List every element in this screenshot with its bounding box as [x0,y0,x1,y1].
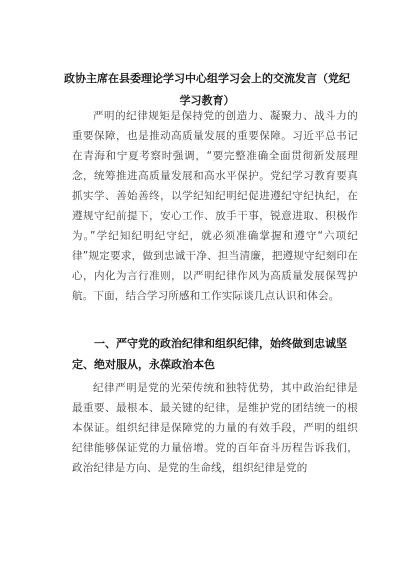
document-title: 政协主席在县委理论学习中心组学习会上的交流发言（党纪学习教育） [64,72,350,107]
body-paragraph-section-1: 纪律严明是党的光荣传统和独特优势，其中政治纪律是最重要、最根本、最关键的纪律，是维护党的团结统一的根本保证。组织纪律是保障党的力量的有效手段，严明的组织纪律能够保证党的力量倍增。党的百年奋斗历程告诉我们，政治纪律是方向、是党的生命线，组织纪律是党的 [72,382,358,474]
body-paragraph-intro: 严明的纪律规矩是保持党的创造力、凝聚力、战斗力的重要保障，也是推动高质量发展的重要保障。习近平总书记在青海和宁夏考察时强调，“要完整准确全面贯彻新发展理念，统筹推进高质量发展和高水平保护。党纪学习教育要真抓实学、善始善终，以学纪知纪明纪促进遵纪守纪执纪，在遵规守纪前提下，安心工作、放手干事，锐意进取、积极作为。”学纪知纪明纪守纪，就必须准确掌握和遵守“六项纪律”规定要求，做到忠诚干净、担当清廉，把遵规守纪刻印在心，内化为言行准则，以严明纪律作风为高质量发展保驾护航。下面，结合学习所感和工作实际谈几点认识和体会。 [72,110,358,302]
section-heading-1: 一、严守党的政治纪律和组织纪律，始终做到忠诚坚定、绝对服从，永葆政治本色 [72,337,347,371]
